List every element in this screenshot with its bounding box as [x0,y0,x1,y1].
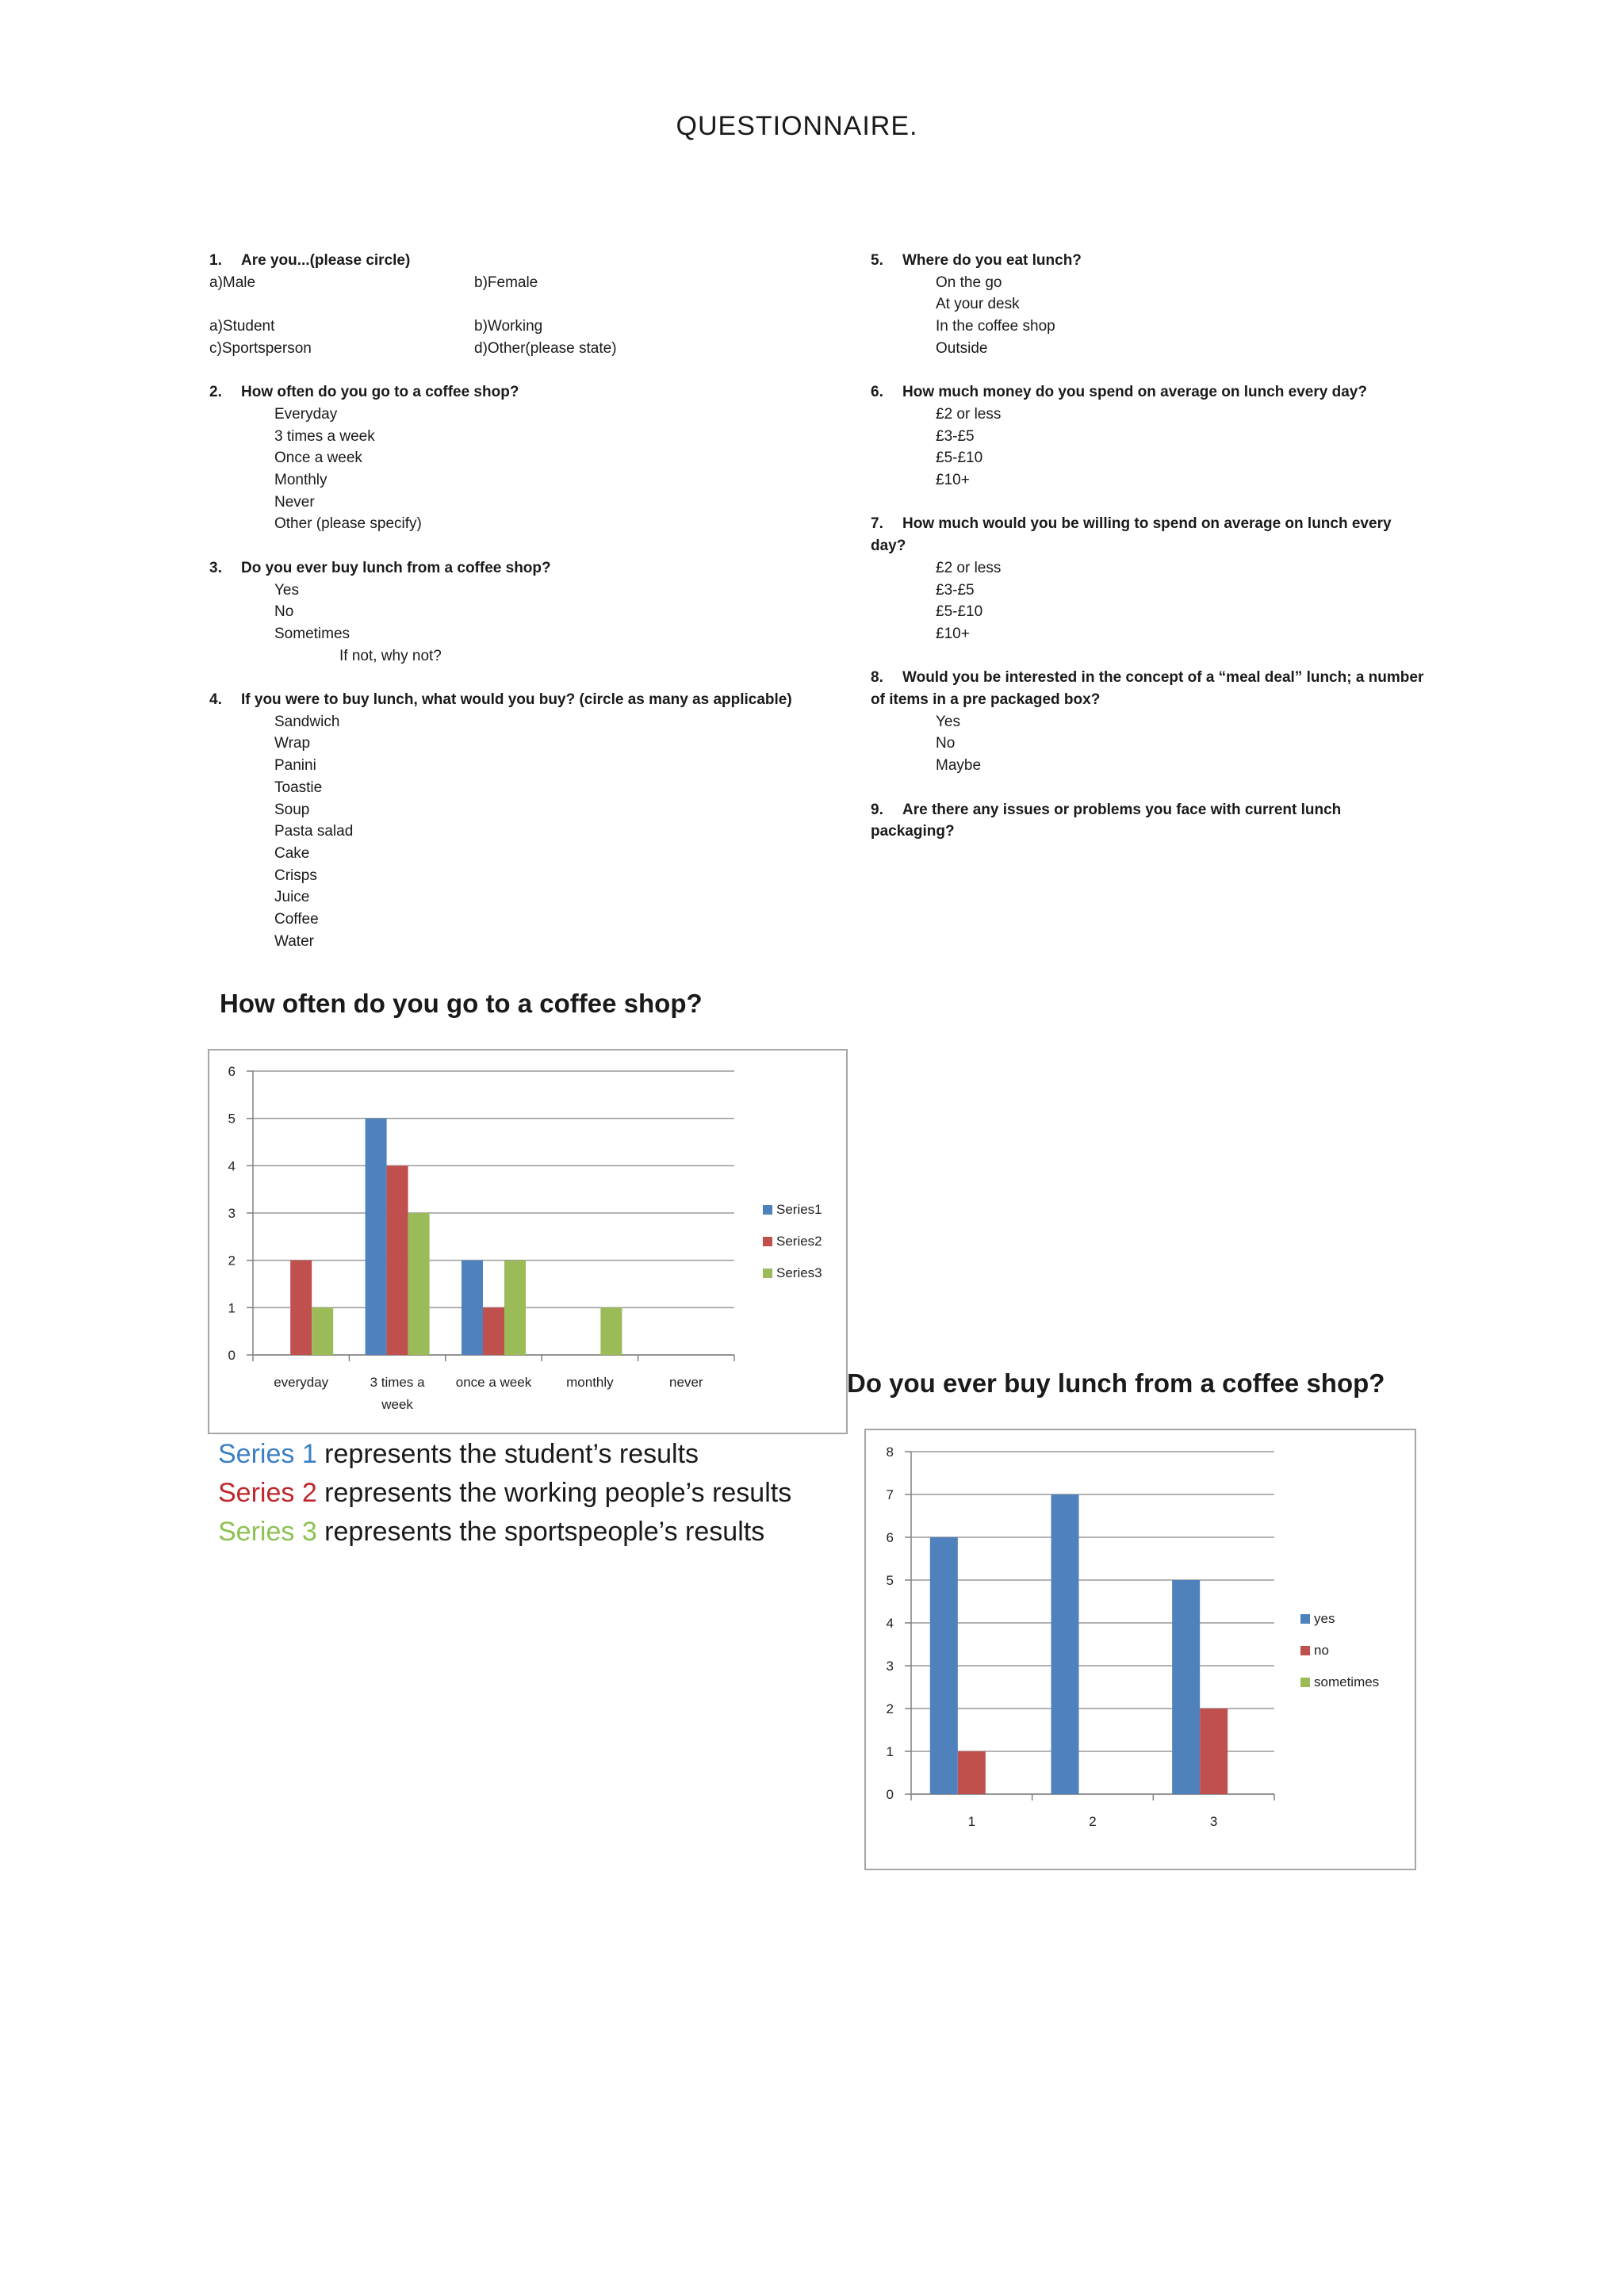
x-tick-label: 3 [1209,1814,1218,1829]
option: On the go [936,274,1002,291]
series-2-label: Series 2 [218,1478,317,1508]
option: 3 times a week [274,427,375,445]
option: At your desk [936,296,1020,313]
option: Once a week [274,450,362,467]
y-tick-label: 7 [886,1487,894,1502]
option: In the coffee shop [936,318,1055,335]
y-tick-label: 4 [886,1616,894,1631]
legend-swatch [1300,1646,1310,1655]
question-number: 2. [209,384,222,401]
legend-label: yes [1314,1611,1335,1626]
chart-2-title: Do you ever buy lunch from a coffee shop? [847,1368,1385,1398]
question-1 [209,250,844,360]
bar-series1-2 [462,1261,483,1355]
bar-series3-3 [600,1307,622,1355]
series-explanation [218,1435,791,1552]
question-6 [871,381,1426,492]
option: Wrap [274,735,311,752]
option: Sandwich [274,713,340,730]
question-3 [209,557,844,668]
question-text: Are there any issues or problems you face with current lunch packaging? [871,801,1342,840]
option-female: b)Female [474,274,538,291]
bar-series3-0 [312,1307,333,1355]
question-text: Would you be interested in the concept of a “meal deal” lunch; a number of items in a pre packaged box? [871,669,1424,709]
followup-text: If not, why not? [339,647,442,664]
bar-series3-2 [504,1261,526,1355]
option-working: b)Working [474,318,543,335]
option: £2 or less [936,405,1002,423]
y-tick-label: 2 [228,1253,236,1269]
y-tick-label: 3 [228,1206,236,1221]
chart-2-frame [864,1429,1416,1870]
x-tick-label: week [381,1397,413,1412]
option: Never [274,493,315,511]
series-3-note [218,1513,791,1552]
question-text: Do you ever buy lunch from a coffee shop? [241,559,551,576]
option: Monthly [274,472,327,488]
y-tick-label: 5 [228,1111,236,1127]
option: Yes [274,581,299,599]
option: Other (please specify) [274,515,422,533]
question-9 [871,799,1426,843]
question-number: 6. [871,384,883,401]
bar-series1-1 [366,1119,387,1355]
option: Cake [274,844,310,862]
x-tick-label: everyday [274,1375,329,1390]
question-text: Are you...(please circle) [241,252,411,269]
question-text: How often do you go to a coffee shop? [241,384,519,401]
legend-label: Series3 [776,1265,822,1280]
option: Toastie [274,779,323,796]
option: £3-£5 [936,427,975,445]
bar-yes-0 [930,1537,958,1794]
y-tick-label: 1 [886,1744,894,1759]
question-number: 7. [871,515,883,533]
question-number: 4. [209,691,222,708]
option: Everyday [274,405,338,423]
question-number: 8. [871,669,883,687]
option: Outside [936,339,988,357]
legend-label: sometimes [1314,1674,1380,1689]
bar-series3-1 [408,1213,430,1355]
option-male: a)Male [209,274,256,291]
legend-label: no [1314,1643,1329,1658]
page-title: QUESTIONNAIRE. [676,111,918,141]
x-tick-label: 2 [1089,1814,1097,1829]
option: £10+ [936,625,970,642]
y-tick-label: 2 [886,1701,894,1716]
question-2 [209,381,844,535]
bar-series2-2 [483,1307,504,1355]
questions-left-column [209,250,844,974]
option-other: d)Other(please state) [474,339,617,357]
series-3-label: Series 3 [218,1517,317,1547]
x-tick-label: 3 times a [370,1375,425,1390]
bar-yes-2 [1172,1580,1200,1794]
question-text: How much would you be willing to spend on average on lunch every day? [871,515,1392,555]
question-number: 5. [871,252,883,269]
x-tick-label: monthly [566,1375,614,1390]
option: Sometimes [274,625,350,642]
question-4 [209,689,844,952]
option: £5-£10 [936,603,983,621]
y-tick-label: 3 [886,1659,894,1674]
y-tick-label: 5 [886,1573,894,1588]
option: £3-£5 [936,581,975,599]
option: £10+ [936,472,970,489]
question-5 [871,250,1426,360]
legend-label: Series1 [776,1202,822,1217]
y-tick-label: 1 [228,1300,236,1316]
x-tick-label: once a week [455,1375,532,1390]
y-tick-label: 4 [228,1158,236,1174]
bar-series2-0 [290,1261,312,1355]
option: Yes [936,713,960,730]
option: No [936,735,956,752]
series-3-desc: represents the sportspeople’s results [316,1517,765,1547]
series-1-note [218,1435,791,1474]
question-number: 9. [871,801,883,818]
chart-1-svg [209,1050,846,1433]
question-text: If you were to buy lunch, what would you buy? (circle as many as applicable) [241,691,792,708]
chart-1-frame [208,1049,848,1434]
legend-swatch [1300,1678,1310,1687]
legend-swatch [763,1269,772,1278]
question-text: Where do you eat lunch? [902,252,1082,269]
y-tick-label: 8 [886,1445,894,1460]
option: Maybe [936,757,982,775]
option: No [274,603,294,621]
question-8 [871,667,1426,777]
series-2-note [218,1474,791,1513]
option: Crisps [274,867,317,884]
series-1-label: Series 1 [218,1439,317,1469]
y-tick-label: 6 [886,1530,894,1545]
question-7 [871,513,1426,645]
option: £2 or less [936,559,1002,576]
option-student: a)Student [209,318,275,335]
option: Juice [274,889,310,906]
option: Water [274,932,314,950]
y-tick-label: 0 [886,1787,894,1802]
bar-no-2 [1200,1709,1228,1794]
question-number: 1. [209,252,222,269]
option: Panini [274,757,316,775]
option: Coffee [274,911,319,928]
y-tick-label: 0 [228,1348,236,1363]
question-number: 3. [209,559,222,576]
legend-swatch [1300,1614,1310,1624]
legend-swatch [763,1237,772,1246]
y-tick-label: 6 [228,1064,236,1079]
option: Pasta salad [274,823,354,840]
chart-1-title: How often do you go to a coffee shop? [220,989,703,1018]
legend-label: Series2 [776,1234,822,1249]
x-tick-label: never [669,1375,703,1390]
bar-series2-1 [387,1165,408,1355]
chart-2-svg [866,1430,1415,1869]
series-2-desc: represents the working people’s results [316,1478,792,1508]
bar-no-0 [958,1751,986,1794]
x-tick-label: 1 [967,1814,976,1829]
series-1-desc: represents the student’s results [316,1439,699,1469]
legend-swatch [763,1205,772,1215]
question-text: How much money do you spend on average on lunch every day? [902,384,1367,401]
option: Soup [274,801,310,818]
option: £5-£10 [936,450,983,467]
option-sportsperson: c)Sportsperson [209,339,312,357]
bar-yes-1 [1051,1494,1079,1794]
questions-right-column [871,250,1426,865]
